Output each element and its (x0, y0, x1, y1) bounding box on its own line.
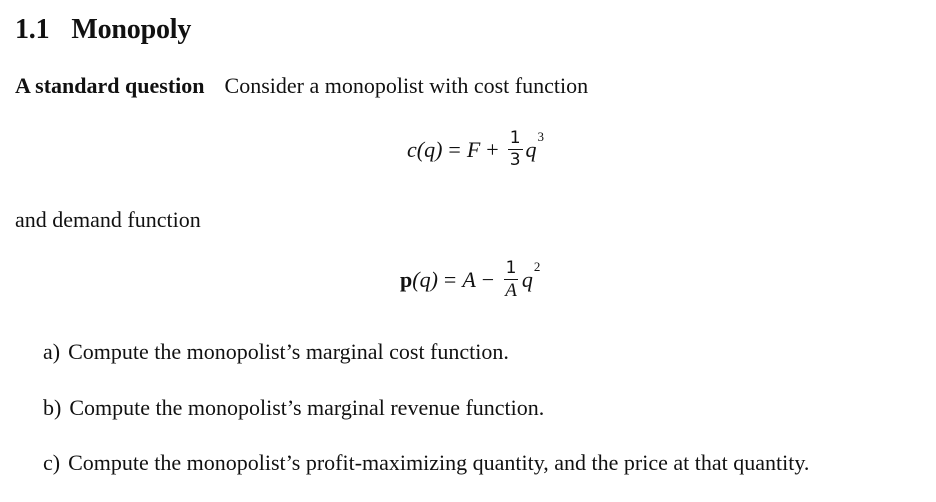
paragraph-title: A standard question (15, 73, 205, 98)
question-item-c (43, 450, 809, 476)
exponent: 3 (537, 128, 545, 144)
fraction-one-third (508, 128, 523, 171)
intro-paragraph (15, 73, 588, 99)
question-marker: c) (43, 450, 61, 475)
fixed-cost-symbol: F (466, 136, 481, 162)
q-cubed (525, 128, 545, 163)
quantity-variable: q (521, 266, 533, 292)
quantity-variable: q (525, 136, 537, 162)
question-text: Compute the monopolist’s marginal revenue function. (69, 395, 545, 420)
fraction-denominator: A (505, 280, 517, 301)
section-number: 1.1 (15, 14, 50, 45)
equals-sign: = (448, 136, 461, 162)
question-item-a (43, 339, 509, 365)
demand-intro-text: and demand function (15, 207, 201, 232)
question-marker: b) (43, 395, 62, 420)
question-text: Compute the monopolist’s marginal cost function. (68, 339, 509, 364)
plus-sign: + (486, 136, 499, 162)
section-heading (15, 14, 191, 46)
minus-sign: − (481, 266, 495, 292)
price-function-symbol: p (400, 266, 413, 292)
fraction-numerator: 1 (509, 128, 521, 148)
demand-function-equation (400, 258, 540, 301)
fraction-denominator: 3 (509, 150, 521, 170)
question-marker: a) (43, 339, 61, 364)
cost-function-equation (407, 128, 544, 171)
exponent: 2 (533, 258, 541, 274)
cost-function-lhs: c(q) (407, 136, 443, 162)
price-function-argument: (q) (412, 266, 438, 292)
fraction-one-over-a (503, 258, 519, 301)
section-title: Monopoly (71, 14, 192, 45)
demand-parameter-a: A (462, 266, 476, 292)
equals-sign: = (443, 266, 457, 292)
question-item-b (43, 395, 544, 421)
intro-text: Consider a monopolist with cost function (224, 73, 589, 98)
q-squared (521, 258, 541, 293)
fraction-numerator: 1 (505, 258, 517, 278)
question-text: Compute the monopolist’s profit-maximizing quantity, and the price at that quantity. (68, 450, 810, 475)
